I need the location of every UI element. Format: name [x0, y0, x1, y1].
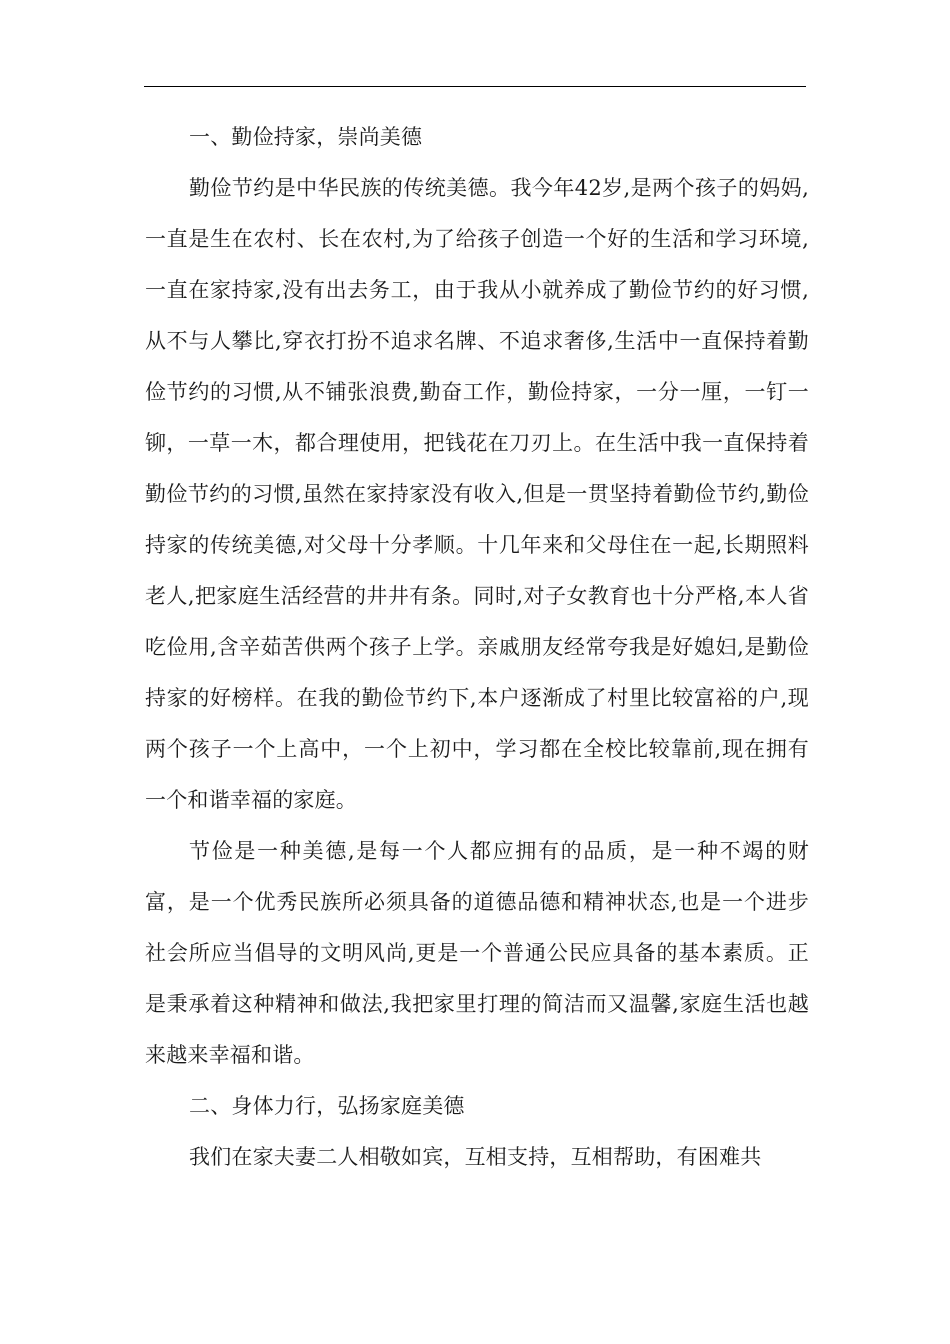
- section-heading-2: 二、身体力行，弘扬家庭美德: [189, 1094, 465, 1118]
- paragraph-1: 勤俭节约是中华民族的传统美德。我今年42岁,是两个孩子的妈妈,一直是生在农村、长在农村,为了给孩子创造一个好的生活和学习环境,一直在家持家,没有出去务工，由于我从小就养成了勤俭节约的好习惯,从不与人攀比,穿衣打扮不追求名牌、不追求奢侈,生活中一直保持着勤俭节约的习惯,从不铺张浪费,勤奋工作，勤俭持家，一分一厘，一钉一铆，一草一木，都合理使用，把钱花在刀刃上。在生活中我一直保持着勤俭节约的习惯,虽然在家持家没有收入,但是一贯坚持着勤俭节约,勤俭持家的传统美德,对父母十分孝顺。十几年来和父母住在一起,长期照料老人,把家庭生活经营的井井有条。同时,对子女教育也十分严格,本人省吃俭用,含辛茹苦供两个孩子上学。亲戚朋友经常夸我是好媳妇,是勤俭持家的好榜样。在我的勤俭节约下,本户逐渐成了村里比较富裕的户,现两个孩子一个上高中，一个上初中，学习都在全校比较靠前,现在拥有一个和谐幸福的家庭。: [145, 176, 809, 812]
- header-rule: [144, 86, 806, 87]
- document-body: [145, 112, 809, 1183]
- paragraph-2: 节俭是一种美德,是每一个人都应拥有的品质，是一种不竭的财富，是一个优秀民族所必须具备的道德品德和精神状态,也是一个进步社会所应当倡导的文明风尚,更是一个普通公民应具备的基本素质。正是秉承着这种精神和做法,我把家里打理的简洁而又温馨,家庭生活也越来越来幸福和谐。: [145, 839, 809, 1067]
- section-heading-1: 一、勤俭持家，崇尚美德: [189, 125, 423, 149]
- paragraph-3: 我们在家夫妻二人相敬如宾，互相支持，互相帮助，有困难共: [189, 1145, 762, 1169]
